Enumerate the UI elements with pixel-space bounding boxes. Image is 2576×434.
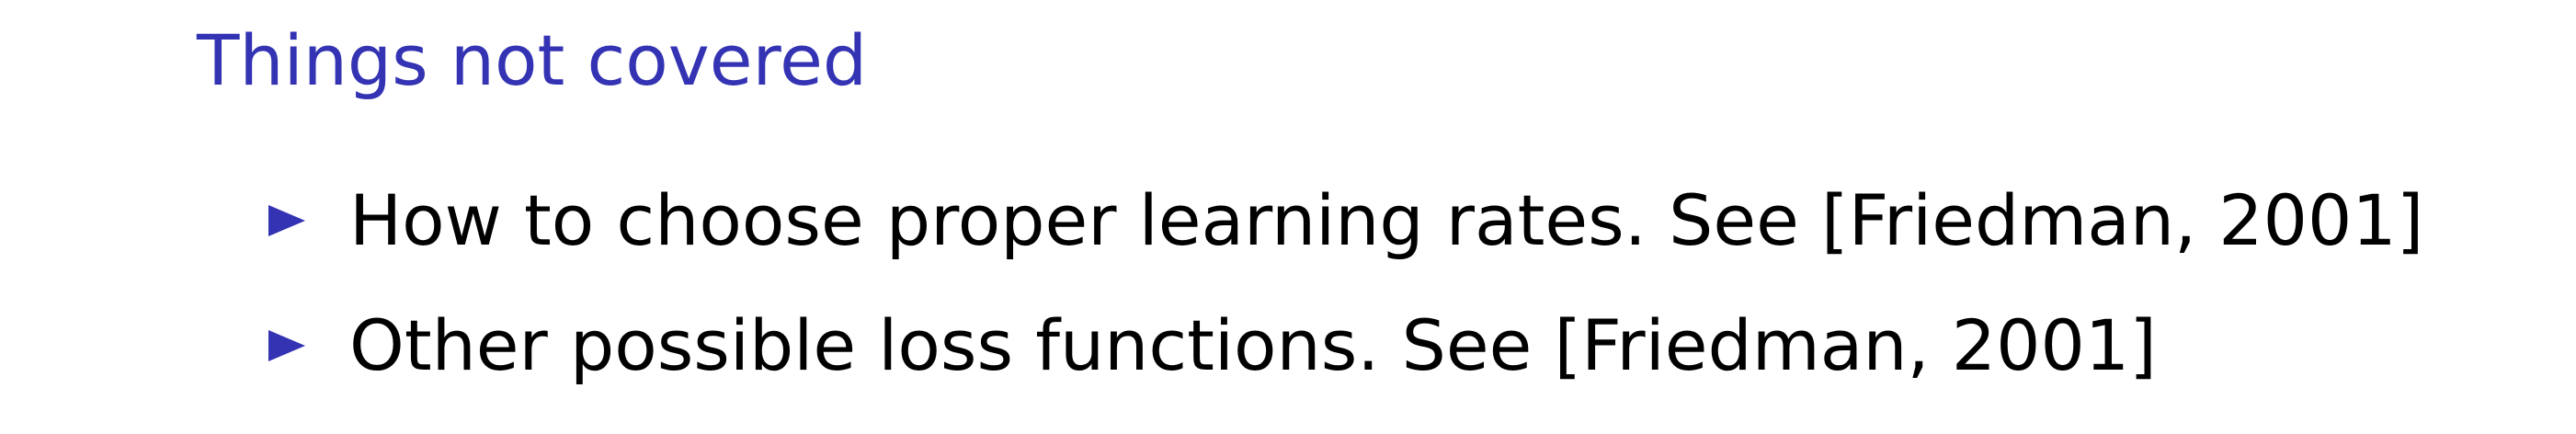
bullet-item (268, 304, 2423, 386)
triangle-right-icon (268, 205, 305, 236)
bullet-list (268, 179, 2424, 386)
slide-title: Things not covered (197, 19, 868, 101)
triangle-right-icon (268, 330, 305, 361)
bullet-item (268, 179, 2424, 261)
bullet-text: Other possible loss functions. See [Friedman, 2001] (349, 304, 2157, 386)
bullet-text: How to choose proper learning rates. See [Friedman, 2001] (349, 179, 2424, 261)
